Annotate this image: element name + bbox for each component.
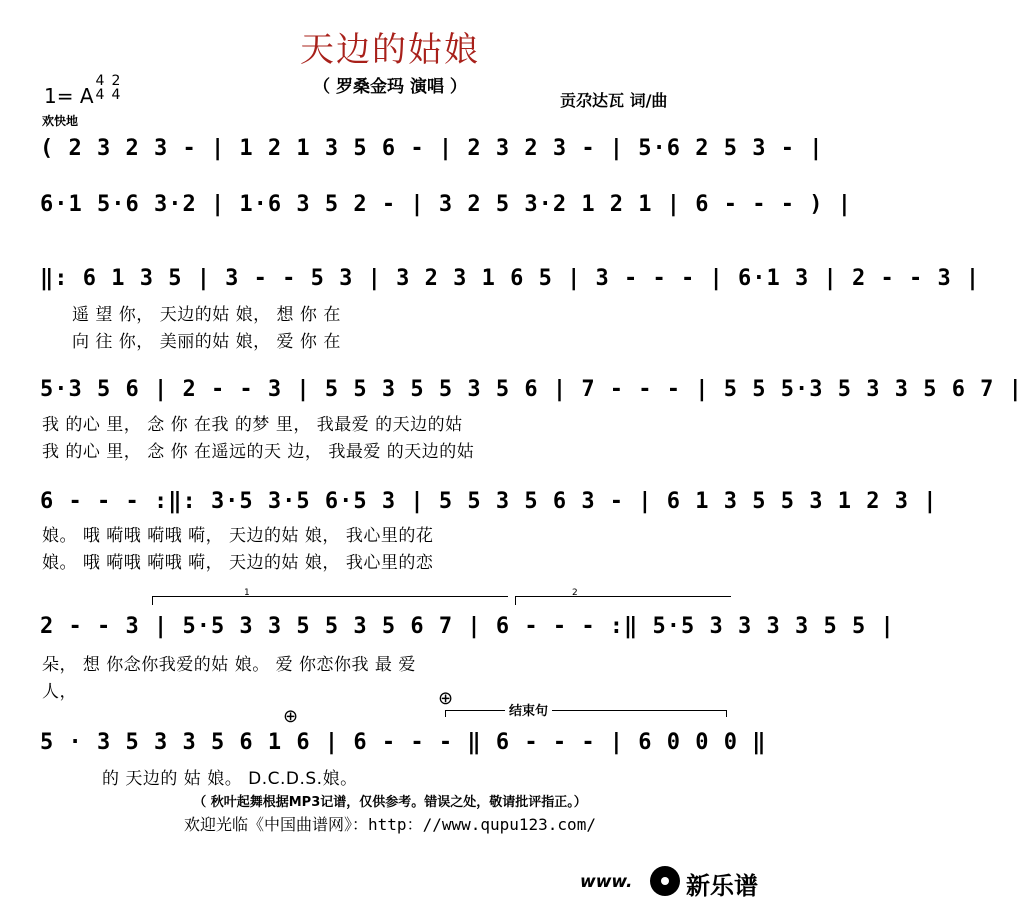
meter-bottom-1: 4 bbox=[95, 87, 105, 103]
ending-label: 结束句 bbox=[505, 700, 552, 719]
lyric-line: 娘。 哦 嗬哦 嗬哦 嗬， 天边的姑 娘， 我心里的恋 bbox=[42, 553, 434, 573]
score-line-4: 5·3 5 6 | 2 - - 3 | 5 5 3 5 5 3 5 6 | 7 - - - | 5 5 5·3 5 3 3 5 6 7 | bbox=[40, 377, 1023, 402]
lyric-line: 遥 望 你， 天边的姑 娘， 想 你 在 bbox=[72, 305, 341, 325]
lyric-line: 娘。 哦 嗬哦 嗬哦 嗬， 天边的姑 娘， 我心里的花 bbox=[42, 526, 434, 546]
volta-bracket-1 bbox=[152, 596, 508, 605]
score-line-2: 6·1 5·6 3·2 | 1·6 3 5 2 - | 3 2 5 3·2 1 2 1 | 6 - - - ) | bbox=[40, 192, 852, 217]
meter-top-2: 2 bbox=[111, 73, 121, 89]
lyric-line: 人， bbox=[42, 682, 77, 702]
song-title: 天边的姑娘 bbox=[300, 30, 480, 70]
logo-text: 新乐谱 bbox=[686, 872, 758, 900]
lyric-line: 的 天边的 姑 娘。 D.C.D.S.娘。 bbox=[102, 769, 358, 789]
transcription-note: （ 秋叶起舞根据MP3记谱，仅供参考。错误之处，敬请批评指正。） bbox=[193, 795, 587, 810]
volta-1-label: 1 bbox=[244, 588, 250, 598]
time-signature bbox=[92, 74, 124, 102]
watermark-url: www. bbox=[580, 872, 633, 892]
score-line-5: 6 - - - :‖: 3·5 3·5 6·5 3 | 5 5 3 5 6 3 - | 6 1 3 5 5 3 1 2 3 | bbox=[40, 489, 938, 514]
singer-credit: （ 罗桑金玛 演唱 ） bbox=[313, 77, 467, 97]
lyric-line: 我 的心 里， 念 你 在我 的梦 里， 我最爱 的天边的姑 bbox=[42, 415, 463, 435]
lyric-line: 我 的心 里， 念 你 在遥远的天 边， 我最爱 的天边的姑 bbox=[42, 442, 475, 462]
lyric-line: 向 往 你， 美丽的姑 娘， 爱 你 在 bbox=[72, 332, 341, 352]
score-line-7: 5 · 3 5 3 3 5 6 1 6 | 6 - - - ‖ 6 - - - | 6 0 0 0 ‖ bbox=[40, 730, 767, 755]
record-logo-icon bbox=[650, 866, 680, 896]
volta-bracket-2 bbox=[515, 596, 731, 605]
score-line-6: 2 - - 3 | 5·5 3 3 5 5 3 5 6 7 | 6 - - - :‖ 5·5 3 3 3 3 5 5 | bbox=[40, 614, 895, 639]
tempo-marking: 欢快地 bbox=[42, 114, 79, 128]
key-signature: 1= A bbox=[44, 84, 94, 108]
meter-top-1: 4 bbox=[95, 73, 105, 89]
score-line-3: ‖: 6 1 3 5 | 3 - - 5 3 | 3 2 3 1 6 5 | 3 - - - | 6·1 3 | 2 - - 3 | bbox=[40, 266, 981, 291]
segno-icon: ⊕ bbox=[438, 688, 454, 709]
meter-bottom-2: 4 bbox=[111, 87, 121, 103]
score-line-1: ( 2 3 2 3 - | 1 2 1 3 5 6 - | 2 3 2 3 - | 5·6 2 5 3 - | bbox=[40, 136, 824, 161]
site-welcome: 欢迎光临《中国曲谱网》：http：//www.qupu123.com/ bbox=[184, 815, 596, 834]
volta-2-label: 2 bbox=[572, 588, 578, 598]
lyric-line: 朵， 想 你念你我爱的姑 娘。 爱 你恋你我 最 爱 bbox=[42, 655, 416, 675]
ending-bracket bbox=[445, 710, 727, 717]
coda-icon: ⊕ bbox=[283, 706, 299, 727]
composer-credit: 贡尕达瓦 词/曲 bbox=[560, 91, 668, 110]
